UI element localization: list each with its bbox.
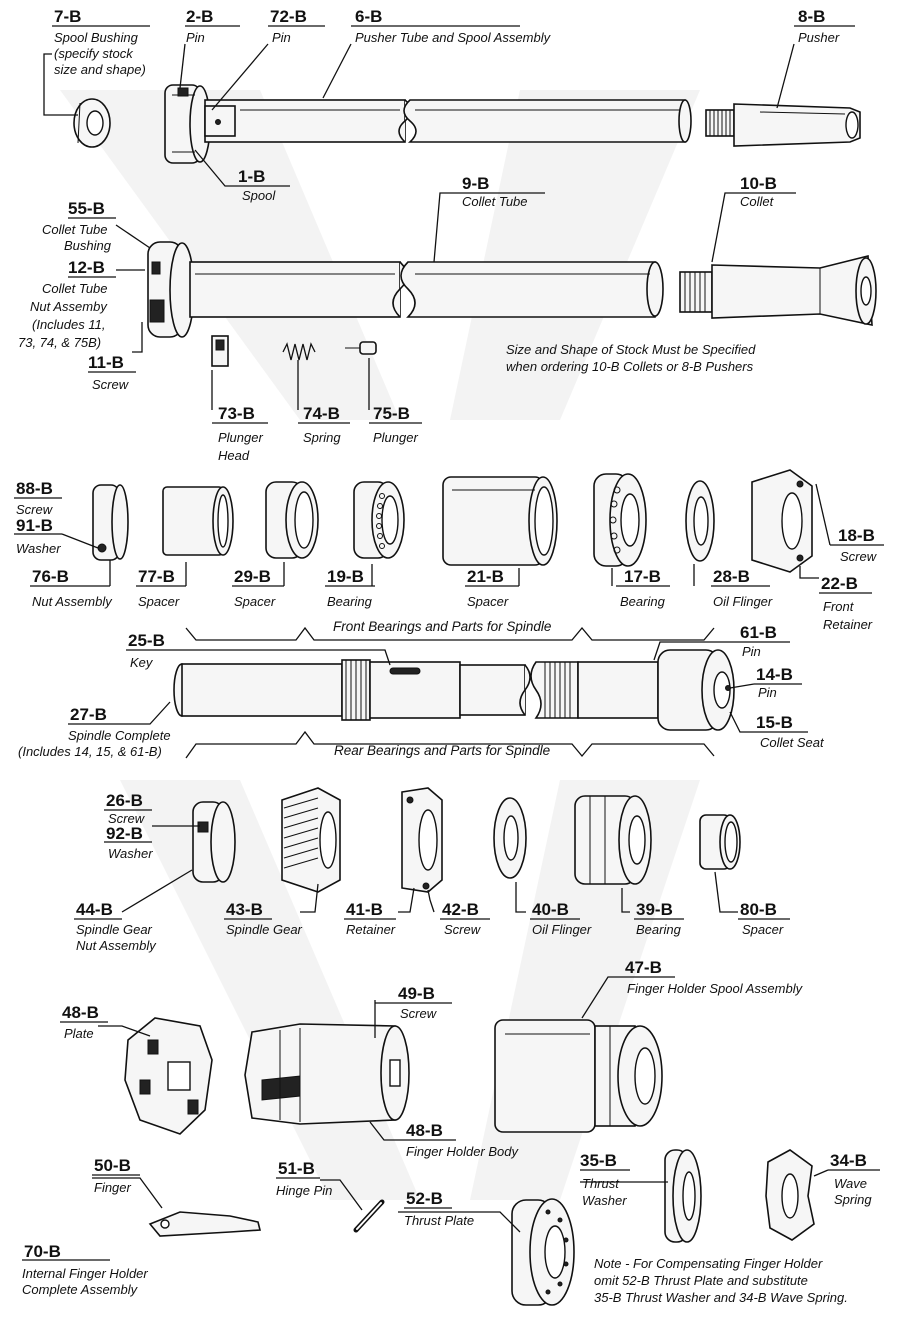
note-line: when ordering 10-B Collets or 8-B Pushers bbox=[506, 359, 754, 374]
part-desc-line: Spacer bbox=[467, 594, 509, 609]
part-number: 76-B bbox=[32, 567, 69, 586]
part-desc-line: Spring bbox=[834, 1192, 872, 1207]
part-desc-line: Collet bbox=[740, 194, 774, 209]
part-desc-line: Head bbox=[218, 448, 250, 463]
part-desc-line: Screw bbox=[400, 1006, 437, 1021]
part-label-15b bbox=[756, 713, 825, 750]
part-number: 55-B bbox=[68, 199, 105, 218]
part-number: 25-B bbox=[128, 631, 165, 650]
part-number: 1-B bbox=[238, 167, 266, 186]
part-desc-line: Spacer bbox=[234, 594, 276, 609]
part-label-22b bbox=[821, 574, 873, 632]
part-number: 18-B bbox=[838, 526, 875, 545]
part-desc-line: Spindle Gear bbox=[76, 922, 152, 937]
retainer-41b-drawing bbox=[402, 788, 442, 892]
part-number: 51-B bbox=[278, 1159, 315, 1178]
spacer-77b-drawing bbox=[163, 487, 233, 555]
part-number: 14-B bbox=[756, 665, 793, 684]
part-number: 41-B bbox=[346, 900, 383, 919]
part-desc-line: Pusher bbox=[798, 30, 840, 45]
part-desc-line: Thrust Plate bbox=[404, 1213, 475, 1228]
part-desc-line: (Includes 14, 15, & 61-B) bbox=[18, 744, 162, 759]
front-section-title: Front Bearings and Parts for Spindle bbox=[333, 619, 552, 634]
part-number: 2-B bbox=[186, 7, 214, 26]
part-desc-line: Collet Tube bbox=[42, 222, 108, 237]
part-number: 74-B bbox=[303, 404, 340, 423]
part-number: 77-B bbox=[138, 567, 175, 586]
part-number: 39-B bbox=[636, 900, 673, 919]
part-number: 47-B bbox=[625, 958, 662, 977]
part-number: 26-B bbox=[106, 791, 143, 810]
part-desc-line: Bushing bbox=[64, 238, 111, 253]
spool-drawing bbox=[165, 85, 210, 163]
part-number: 49-B bbox=[398, 984, 435, 1003]
part-number: 80-B bbox=[740, 900, 777, 919]
spacer-80b-drawing bbox=[700, 815, 740, 869]
collet-drawing bbox=[680, 256, 876, 325]
part-label-21b bbox=[467, 567, 509, 609]
part-number: 8-B bbox=[798, 7, 826, 26]
finger-holder-body-drawing bbox=[245, 1024, 409, 1124]
part-number: 19-B bbox=[327, 567, 364, 586]
part-number: 88-B bbox=[16, 479, 53, 498]
part-desc-line: Spool Bushing bbox=[54, 30, 138, 45]
part-desc-line: (specify stock bbox=[54, 46, 133, 61]
bearing-19b-drawing bbox=[354, 482, 404, 558]
part-desc-line: Spindle Gear bbox=[226, 922, 302, 937]
part-desc-line: Bearing bbox=[636, 922, 681, 937]
part-number: 48-B bbox=[406, 1121, 443, 1140]
part-number: 11-B bbox=[88, 353, 124, 372]
part-number: 21-B bbox=[467, 567, 504, 586]
plunger-head-drawing bbox=[212, 336, 228, 366]
part-label-29b bbox=[234, 567, 276, 609]
collet-tube-nut-drawing bbox=[148, 242, 194, 337]
part-label-76b bbox=[32, 567, 113, 609]
part-label-75b bbox=[373, 404, 418, 445]
spindle-drawing bbox=[174, 650, 734, 730]
thrust-washer-drawing bbox=[665, 1150, 701, 1242]
pusher-tube-drawing bbox=[205, 100, 691, 142]
part-desc-line: Pin bbox=[272, 30, 291, 45]
part-label-28b bbox=[713, 567, 773, 609]
part-desc-line: Nut Assemby bbox=[30, 299, 107, 314]
part-number: 29-B bbox=[234, 567, 271, 586]
part-number: 28-B bbox=[713, 567, 750, 586]
spindle-gear-nut-drawing bbox=[193, 802, 235, 882]
part-label-49b bbox=[398, 984, 438, 1021]
finger-holder-spool-drawing bbox=[495, 1020, 662, 1132]
part-desc-line: Pin bbox=[186, 30, 205, 45]
part-label-12b bbox=[18, 258, 108, 350]
collet-tube-drawing bbox=[190, 262, 663, 317]
part-desc-line: Washer bbox=[108, 846, 153, 861]
spindle-gear-drawing bbox=[282, 788, 340, 892]
part-number: 6-B bbox=[355, 7, 383, 26]
part-number: 92-B bbox=[106, 824, 143, 843]
part-desc-line: Key bbox=[130, 655, 153, 670]
part-desc-line: Bearing bbox=[620, 594, 665, 609]
part-label-55b bbox=[42, 199, 112, 253]
part-desc-line: Screw bbox=[444, 922, 481, 937]
part-desc-line: Nut Assembly bbox=[32, 594, 112, 609]
part-desc-line: Plunger bbox=[373, 430, 418, 445]
part-number: 7-B bbox=[54, 7, 82, 26]
part-number: 52-B bbox=[406, 1189, 443, 1208]
part-desc-line: Spring bbox=[303, 430, 341, 445]
part-label-73b bbox=[218, 404, 263, 463]
part-desc-line: Spacer bbox=[138, 594, 180, 609]
oil-flinger-40b-drawing bbox=[494, 798, 526, 878]
part-desc-line: Retainer bbox=[346, 922, 396, 937]
part-desc-line: Screw bbox=[92, 377, 129, 392]
part-number: 12-B bbox=[68, 258, 105, 277]
part-label-42b bbox=[442, 900, 482, 937]
bearing-17b-drawing bbox=[594, 474, 646, 566]
part-label-70b bbox=[22, 1242, 148, 1297]
part-desc-line: Oil Flinger bbox=[713, 594, 773, 609]
part-label-19b bbox=[327, 567, 373, 609]
rear-section-title: Rear Bearings and Parts for Spindle bbox=[334, 743, 551, 758]
part-desc-line: Plate bbox=[64, 1026, 94, 1041]
part-desc-line: Collet Tube bbox=[42, 281, 108, 296]
thrust-plate-drawing bbox=[512, 1199, 574, 1305]
part-desc-line: Bearing bbox=[327, 594, 372, 609]
compensating-note bbox=[594, 1256, 848, 1305]
part-label-35b bbox=[580, 1151, 627, 1208]
part-number: 22-B bbox=[821, 574, 858, 593]
part-number: 48-B bbox=[62, 1003, 99, 1022]
part-desc-line: Front bbox=[823, 599, 854, 614]
part-desc-line: Washer bbox=[16, 541, 61, 556]
part-number: 70-B bbox=[24, 1242, 61, 1261]
note-line: omit 52-B Thrust Plate and substitute bbox=[594, 1273, 808, 1288]
part-label-7b bbox=[54, 7, 146, 77]
part-label-61b bbox=[740, 623, 777, 659]
part-label-26b bbox=[106, 791, 146, 826]
part-desc-line: Collet Seat bbox=[760, 735, 824, 750]
plate-drawing bbox=[125, 1018, 212, 1134]
part-number: 42-B bbox=[442, 900, 479, 919]
part-number: 91-B bbox=[16, 516, 53, 535]
nut-assembly-76b-drawing bbox=[93, 485, 128, 560]
part-number: 40-B bbox=[532, 900, 569, 919]
part-number: 73-B bbox=[218, 404, 255, 423]
part-number: 44-B bbox=[76, 900, 113, 919]
part-desc-line: Screw bbox=[16, 502, 53, 517]
part-label-34b bbox=[830, 1151, 872, 1207]
part-desc-line: Plunger bbox=[218, 430, 263, 445]
part-label-91b bbox=[16, 516, 61, 556]
part-number: 35-B bbox=[580, 1151, 617, 1170]
part-label-44b bbox=[76, 900, 157, 953]
part-number: 61-B bbox=[740, 623, 777, 642]
part-desc-line: Screw bbox=[108, 811, 145, 826]
part-desc-line: Pin bbox=[742, 644, 761, 659]
part-desc-line: Spacer bbox=[742, 922, 784, 937]
part-desc-line: Spool bbox=[242, 188, 276, 203]
part-desc-line: Washer bbox=[582, 1193, 627, 1208]
part-desc-line: Wave bbox=[834, 1176, 867, 1191]
part-number: 17-B bbox=[624, 567, 661, 586]
part-desc-line: Retainer bbox=[823, 617, 873, 632]
part-desc-line: Collet Tube bbox=[462, 194, 528, 209]
part-desc-line: Oil Flinger bbox=[532, 922, 592, 937]
part-desc-line: Pin bbox=[758, 685, 777, 700]
part-number: 27-B bbox=[70, 705, 107, 724]
part-number: 10-B bbox=[740, 174, 777, 193]
part-number: 43-B bbox=[226, 900, 263, 919]
part-number: 72-B bbox=[270, 7, 307, 26]
part-desc-line: Finger Holder Spool Assembly bbox=[627, 981, 803, 996]
part-desc-line: Thrust bbox=[582, 1176, 619, 1191]
part-number: 15-B bbox=[756, 713, 793, 732]
part-label-77b bbox=[138, 567, 180, 609]
part-number: 9-B bbox=[462, 174, 490, 193]
part-desc-line: Hinge Pin bbox=[276, 1183, 333, 1198]
part-desc-line: size and shape) bbox=[54, 62, 146, 77]
note-line: 35-B Thrust Washer and 34-B Wave Spring. bbox=[594, 1290, 848, 1305]
part-desc-line: 73, 74, & 75B) bbox=[18, 335, 102, 350]
part-label-27b bbox=[18, 705, 171, 759]
part-desc-line: Finger bbox=[94, 1180, 131, 1195]
wave-spring-drawing bbox=[766, 1150, 814, 1240]
oil-flinger-28b-drawing bbox=[686, 481, 714, 561]
spacer-29b-drawing bbox=[266, 482, 318, 558]
part-desc-line: Screw bbox=[840, 549, 877, 564]
finger-drawing bbox=[150, 1212, 260, 1236]
part-number: 50-B bbox=[94, 1156, 131, 1175]
part-desc-line: Spindle Complete bbox=[68, 728, 171, 743]
part-desc-line: Complete Assembly bbox=[22, 1282, 138, 1297]
part-label-14b bbox=[756, 665, 793, 700]
bearing-39b-drawing bbox=[575, 796, 651, 884]
part-label-17b bbox=[620, 567, 666, 609]
spool-bushing-drawing bbox=[74, 99, 110, 147]
part-desc-line: Internal Finger Holder bbox=[22, 1266, 148, 1281]
part-label-10b bbox=[740, 174, 777, 209]
spacer-21b-drawing bbox=[443, 477, 557, 565]
pusher-drawing bbox=[706, 104, 860, 146]
note-line: Note - For Compensating Finger Holder bbox=[594, 1256, 823, 1271]
part-number: 75-B bbox=[373, 404, 410, 423]
part-desc-line: Nut Assembly bbox=[76, 938, 156, 953]
part-number: 34-B bbox=[830, 1151, 867, 1170]
part-desc-line: (Includes 11, bbox=[32, 317, 106, 332]
part-desc-line: Finger Holder Body bbox=[406, 1144, 518, 1159]
note-line: Size and Shape of Stock Must be Specified bbox=[506, 342, 756, 357]
front-retainer-drawing bbox=[752, 470, 812, 572]
part-desc-line: Pusher Tube and Spool Assembly bbox=[355, 30, 551, 45]
part-label-74b bbox=[303, 404, 341, 445]
